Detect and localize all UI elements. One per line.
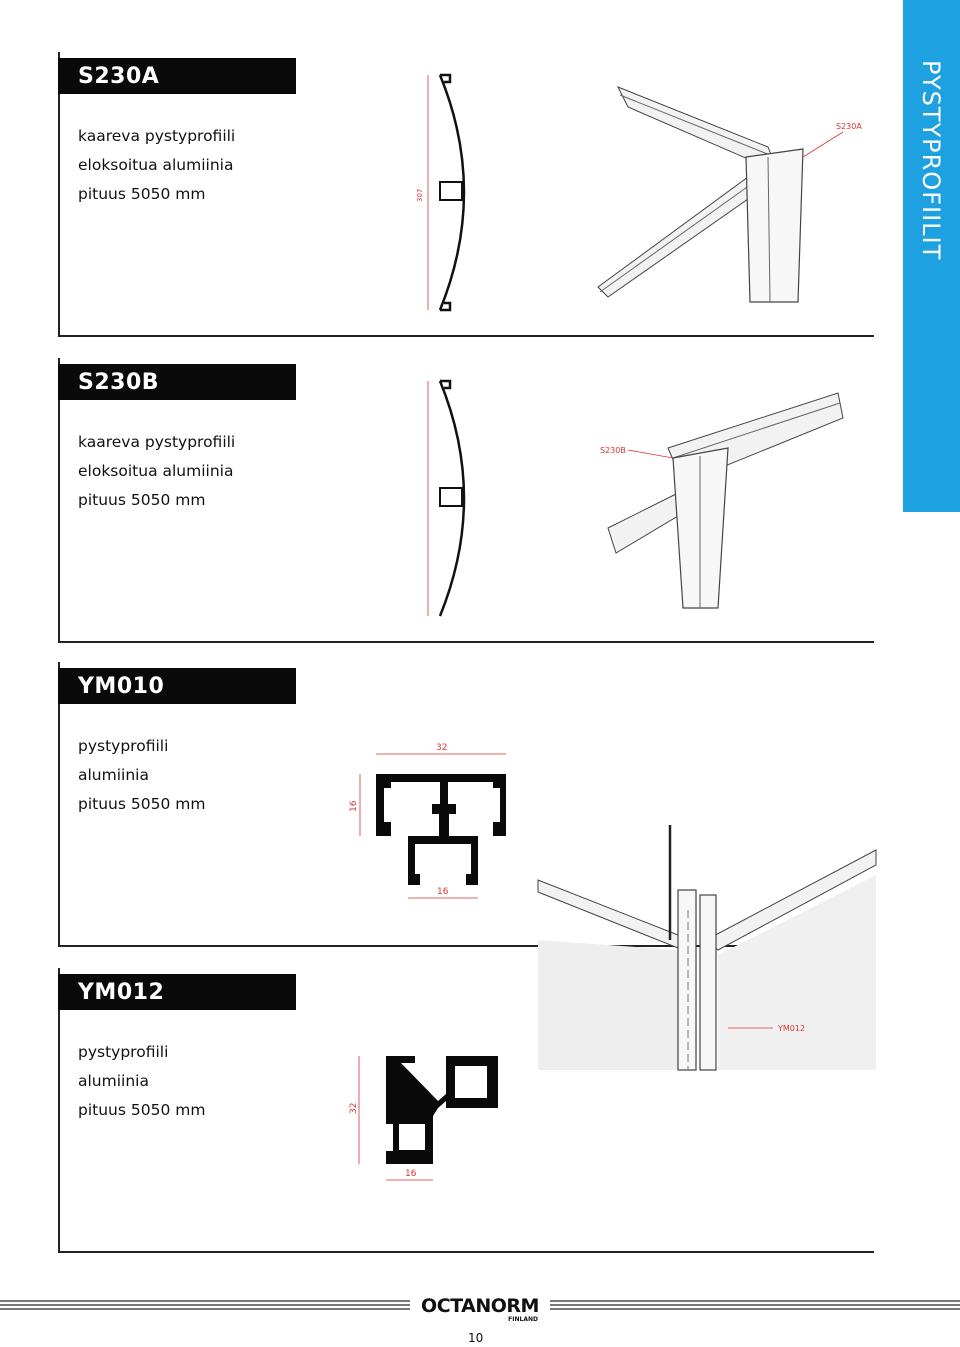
description-line: pystyprofiili xyxy=(78,737,169,755)
product-code-bar xyxy=(58,364,296,400)
description-line: eloksoitua alumiinia xyxy=(78,156,234,174)
callout-label: S230A xyxy=(836,122,862,131)
profile-section-drawing xyxy=(338,740,513,910)
description-line: pystyprofiili xyxy=(78,1043,169,1061)
description-line: kaareva pystyprofiili xyxy=(78,433,236,451)
description-line: pituus 5050 mm xyxy=(78,1101,206,1119)
description-line: pituus 5050 mm xyxy=(78,795,206,813)
product-section-s230b xyxy=(58,358,874,643)
product-code-bar xyxy=(58,974,296,1010)
description-line: eloksoitua alumiinia xyxy=(78,462,234,480)
category-label: PYSTYPROFIILIT xyxy=(917,60,945,261)
product-description xyxy=(78,428,235,515)
assembly-illustration-ym xyxy=(538,820,876,1075)
profile-section-drawing xyxy=(343,1046,513,1196)
brand-name: OCTANORM xyxy=(421,1295,539,1317)
category-side-tab xyxy=(903,0,960,512)
product-description xyxy=(78,1038,205,1125)
dimension-label: 32 xyxy=(349,1102,359,1114)
profile-section-drawing xyxy=(418,378,488,623)
page-number: 10 xyxy=(468,1331,484,1345)
description-line: alumiinia xyxy=(78,1072,149,1090)
product-description xyxy=(78,122,235,209)
product-section-s230a xyxy=(58,52,874,337)
product-code: YM010 xyxy=(78,674,165,699)
callout-label: YM012 xyxy=(778,1024,806,1033)
dimension-label: 16 xyxy=(405,1169,417,1179)
product-code-bar xyxy=(58,58,296,94)
brand-subtitle: FINLAND xyxy=(508,1316,538,1323)
description-line: alumiinia xyxy=(78,766,149,784)
product-code-bar xyxy=(58,668,296,704)
footer-rule-left xyxy=(0,1300,410,1314)
svg-text:307: 307 xyxy=(416,188,424,202)
dimension-label: 16 xyxy=(349,800,359,812)
profile-section-drawing xyxy=(418,72,488,317)
description-line: pituus 5050 mm xyxy=(78,185,206,203)
footer-rule-right xyxy=(550,1300,960,1314)
assembly-illustration xyxy=(588,77,878,307)
assembly-illustration xyxy=(588,388,878,618)
dimension-label: 16 xyxy=(437,887,449,897)
callout-label: S230B xyxy=(600,446,626,455)
product-description xyxy=(78,732,205,819)
product-code: S230A xyxy=(78,64,160,89)
dimension-label: 32 xyxy=(436,743,448,753)
brand-logo xyxy=(416,1296,544,1323)
description-line: pituus 5050 mm xyxy=(78,491,206,509)
description-line: kaareva pystyprofiili xyxy=(78,127,236,145)
product-code: S230B xyxy=(78,370,160,395)
product-code: YM012 xyxy=(78,980,165,1005)
